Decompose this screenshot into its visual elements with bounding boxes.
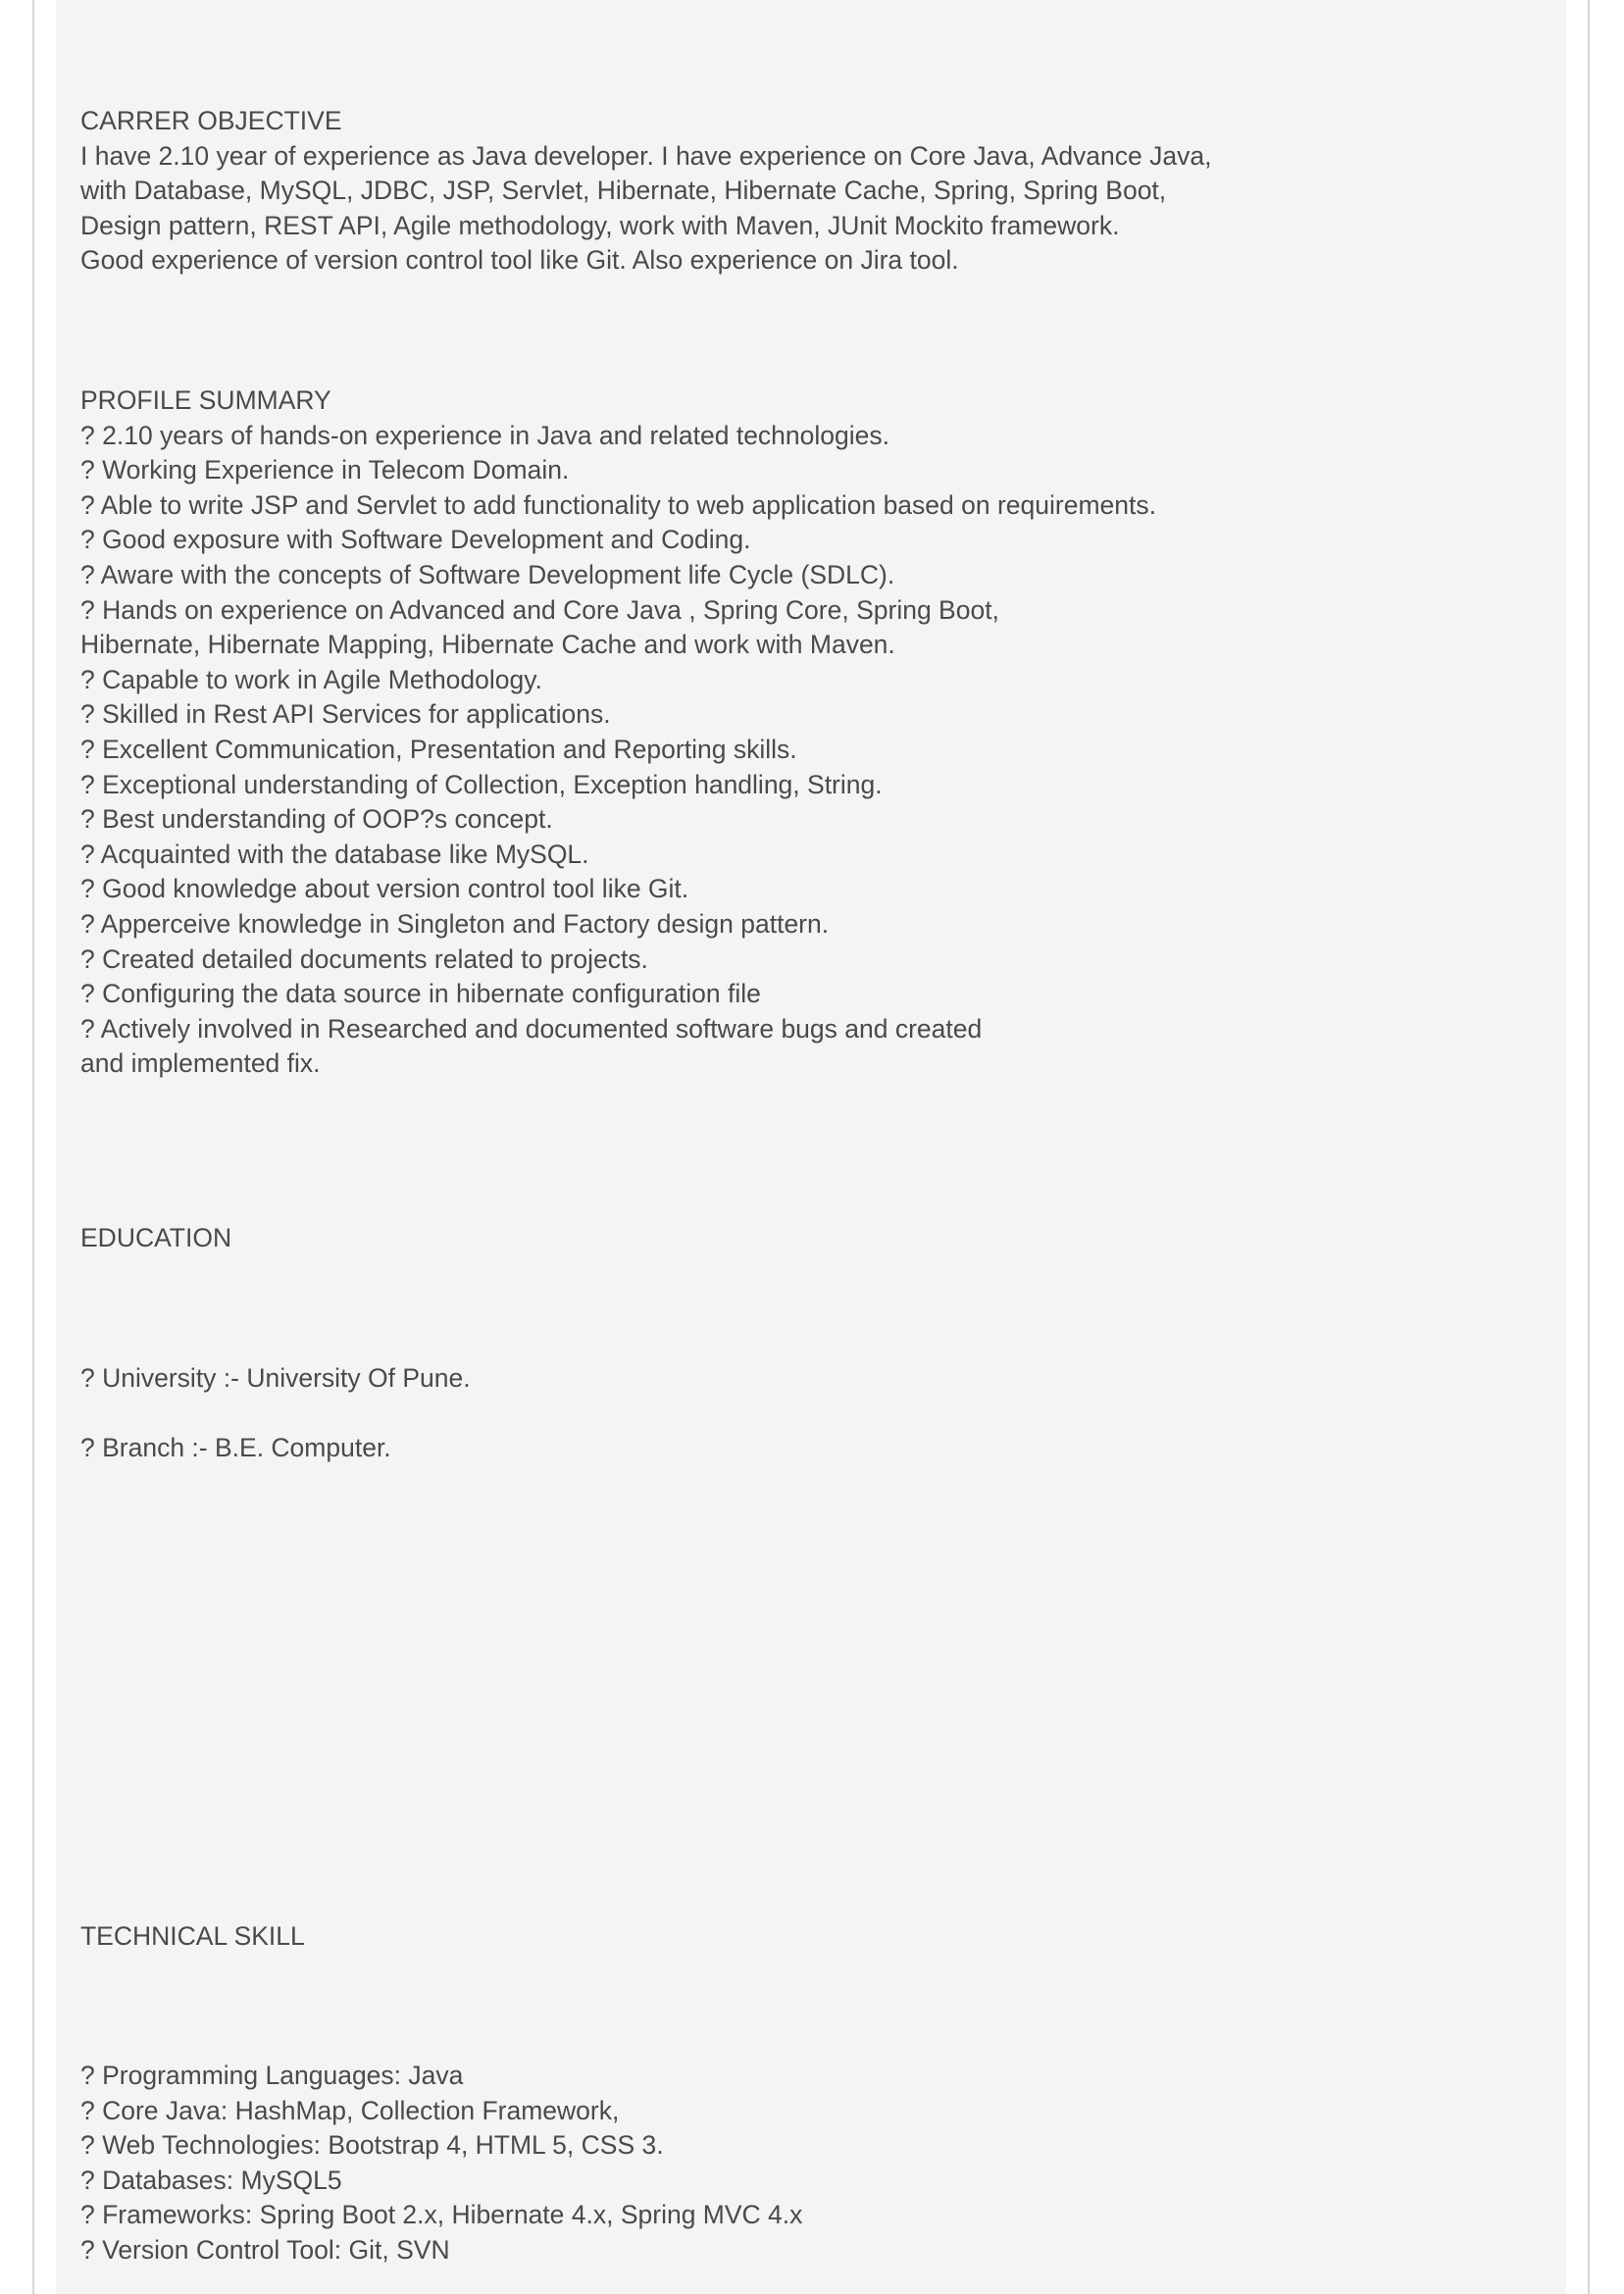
profile-summary-section xyxy=(80,383,1156,1082)
summary-line: ? Configuring the data source in hibernate configuration file xyxy=(80,979,761,1009)
objective-line: Design pattern, REST API, Agile methodology, work with Maven, JUnit Mockito framework. xyxy=(80,210,1120,240)
summary-line: ? 2.10 years of hands-on experience in Java and related technologies. xyxy=(80,420,889,450)
section-heading: PROFILE SUMMARY xyxy=(80,385,331,415)
summary-line: ? Acquainted with the database like MySQL. xyxy=(80,839,589,869)
page-border-right xyxy=(1588,0,1590,2294)
summary-line: ? Good exposure with Software Development and Coding. xyxy=(80,525,751,555)
career-objective-section xyxy=(80,104,1211,279)
summary-line: ? Able to write JSP and Servlet to add functionality to web application based on requirements. xyxy=(80,489,1156,520)
skill-line: ? Web Technologies: Bootstrap 4, HTML 5, CSS 3. xyxy=(80,2130,664,2161)
page-border-left xyxy=(32,0,34,2294)
section-heading: TECHNICAL SKILL xyxy=(80,1921,305,1951)
summary-line: Hibernate, Hibernate Mapping, Hibernate Cache and work with Maven. xyxy=(80,630,895,660)
section-heading: CARRER OBJECTIVE xyxy=(80,106,342,135)
objective-line: Good experience of version control tool like Git. Also experience on Jira tool. xyxy=(80,245,959,276)
technical-skill-heading-block xyxy=(80,1919,305,1955)
summary-line: ? Apperceive knowledge in Singleton and Factory design pattern. xyxy=(80,908,830,939)
objective-line: with Database, MySQL, JDBC, JSP, Servlet, Hibernate, Hibernate Cache, Spring, Spring Boot, xyxy=(80,176,1167,206)
summary-line: ? Created detailed documents related to projects. xyxy=(80,943,648,974)
objective-line: I have 2.10 year of experience as Java developer. I have experience on Core Java, Advance Java, xyxy=(80,140,1212,171)
education-heading-block xyxy=(80,1221,231,1256)
summary-line: ? Actively involved in Researched and documented software bugs and created xyxy=(80,1013,983,1044)
summary-line: ? Capable to work in Agile Methodology. xyxy=(80,664,542,694)
summary-line: and implemented fix. xyxy=(80,1048,321,1079)
technical-skill-list xyxy=(80,2059,802,2269)
education-university-block xyxy=(80,1361,471,1397)
summary-line: ? Good knowledge about version control tool like Git. xyxy=(80,874,689,904)
summary-line: ? Aware with the concepts of Software Development life Cycle (SDLC). xyxy=(80,559,895,589)
education-branch-block xyxy=(80,1431,391,1466)
summary-line: ? Hands on experience on Advanced and Core Java , Spring Core, Spring Boot, xyxy=(80,594,999,625)
education-university: ? University :- University Of Pune. xyxy=(80,1363,471,1393)
summary-line: ? Best understanding of OOP?s concept. xyxy=(80,804,553,835)
skill-line: ? Programming Languages: Java xyxy=(80,2061,464,2090)
summary-line: ? Exceptional understanding of Collection, Exception handling, String. xyxy=(80,769,883,799)
skill-line: ? Core Java: HashMap, Collection Framework, xyxy=(80,2095,620,2125)
summary-line: ? Excellent Communication, Presentation and Reporting skills. xyxy=(80,734,797,764)
skill-line: ? Databases: MySQL5 xyxy=(80,2165,342,2195)
summary-line: ? Working Experience in Telecom Domain. xyxy=(80,455,570,485)
summary-line: ? Skilled in Rest API Services for applications. xyxy=(80,699,611,730)
section-heading: EDUCATION xyxy=(80,1223,232,1252)
skill-line: ? Version Control Tool: Git, SVN xyxy=(80,2234,450,2265)
skill-line: ? Frameworks: Spring Boot 2.x, Hibernate 4.x, Spring MVC 4.x xyxy=(80,2200,803,2230)
education-branch: ? Branch :- B.E. Computer. xyxy=(80,1433,391,1462)
